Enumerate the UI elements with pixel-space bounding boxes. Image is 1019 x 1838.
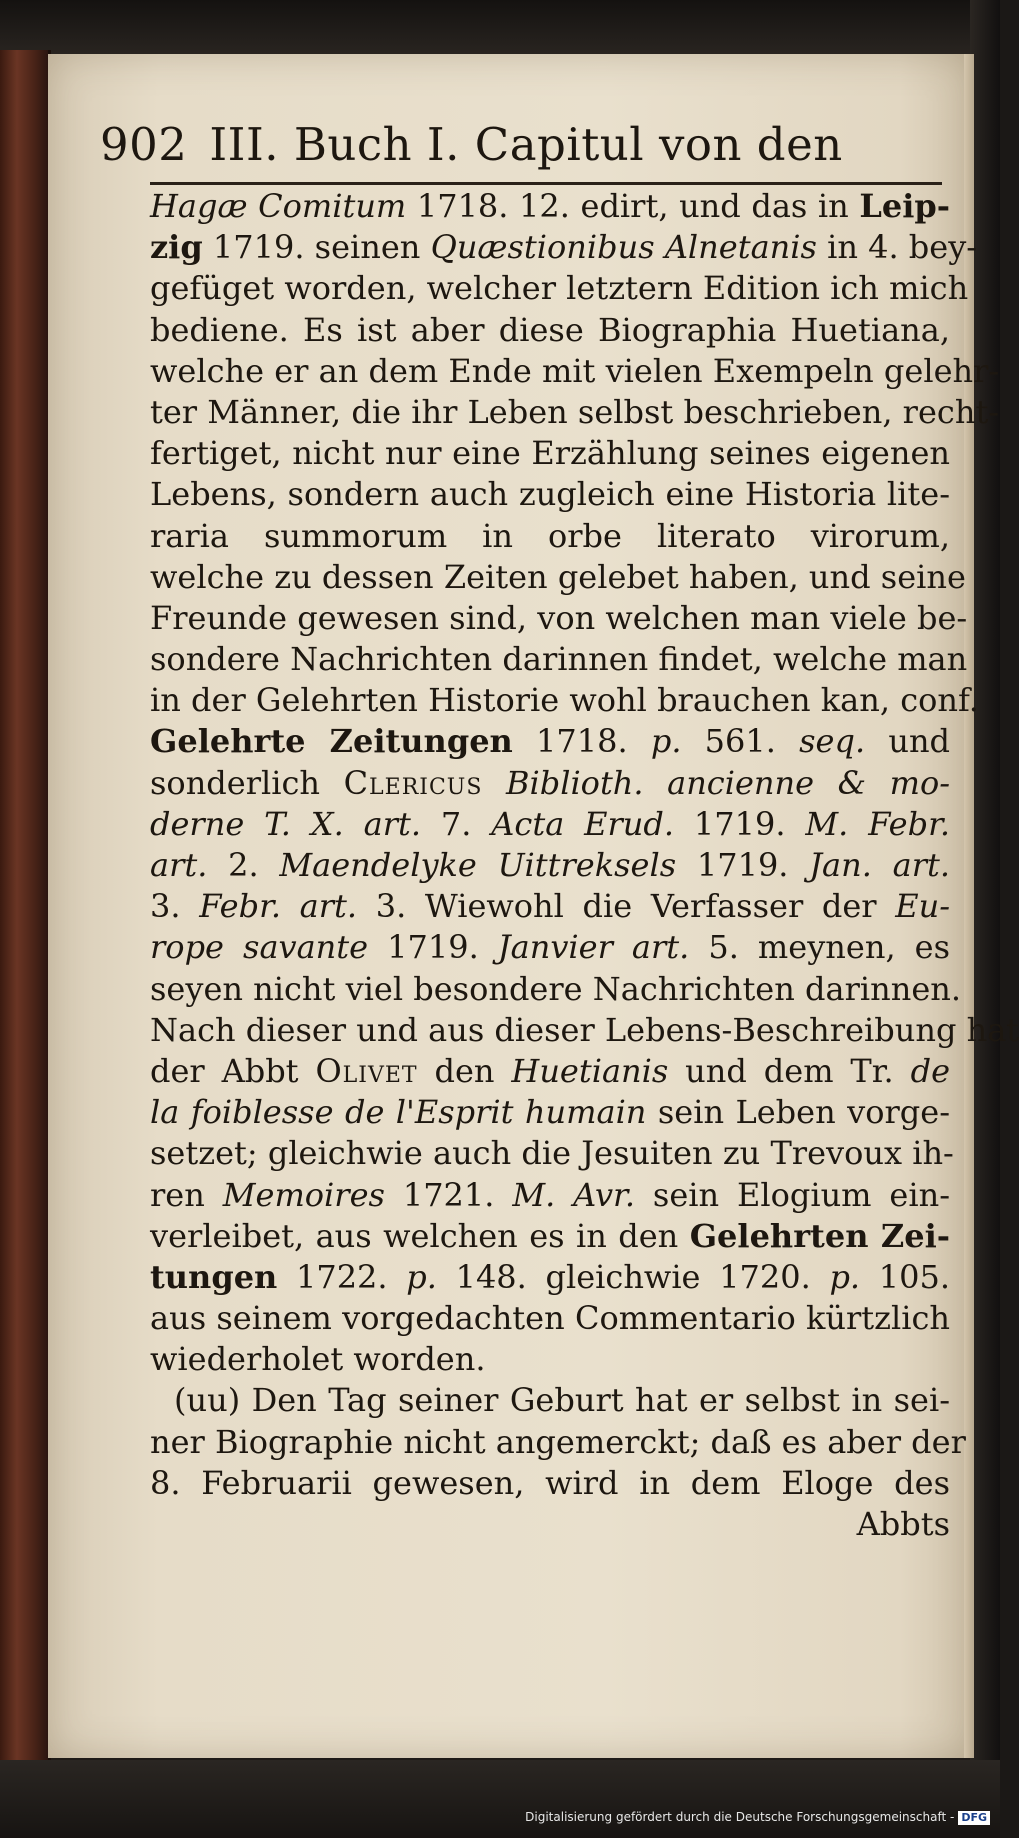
running-header <box>100 118 930 182</box>
text-span: seq. <box>799 722 866 761</box>
dfg-logo: DFG <box>958 1811 990 1825</box>
text-span: ter Männer, die ihr Leben selbst beschrieben, recht- <box>150 392 1000 431</box>
text-span: 1719. seinen <box>202 228 431 267</box>
text-span: Jan. art. <box>809 846 951 884</box>
text-line <box>150 1380 950 1421</box>
credit-text: Digitalisierung gefördert durch die Deutsche Forschungsgemeinschaft - <box>525 1810 955 1824</box>
text-line <box>150 557 966 598</box>
text-span: Acta Erud. <box>491 804 675 843</box>
text-line <box>150 598 968 639</box>
text-span: 1718. <box>512 722 651 761</box>
text-span: 5. meynen, es <box>689 928 951 967</box>
text-line <box>150 392 1000 433</box>
text-span: 1719. <box>674 804 806 843</box>
text-span: fertiget, nicht nur eine Erzählung seines eigenen <box>150 434 950 473</box>
text-span: und dem Tr. <box>668 1051 911 1090</box>
running-title: III. Buch I. Capitul von den <box>209 118 843 171</box>
text-span: 8. Februarii gewesen, wird in dem Eloge des <box>150 1463 950 1502</box>
text-span: 1719. <box>368 928 498 967</box>
scan-border-top <box>0 0 1000 58</box>
text-span: Lebens, sondern auch zugleich eine Historia lite- <box>150 475 950 514</box>
text-span: tungen <box>150 1257 278 1296</box>
text-line <box>150 433 950 474</box>
text-span: welche er an dem Ende mit vielen Exempeln gelehr- <box>150 351 1000 390</box>
text-span: 148. gleichwie 1720. <box>436 1257 830 1296</box>
text-span: Janvier art. <box>497 928 690 967</box>
text-span: Abbts <box>856 1505 950 1543</box>
catchword <box>150 1504 950 1545</box>
text-span: Freunde gewesen sind, von welchen man viele be- <box>150 598 968 637</box>
text-line <box>150 1257 950 1298</box>
text-span: 3. <box>150 887 200 926</box>
body-text <box>150 186 1019 1545</box>
text-line <box>150 351 1000 392</box>
text-span: M. Febr. <box>805 804 951 843</box>
text-line <box>150 680 979 721</box>
text-span: 1718. 12. edirt, und das in <box>406 187 860 225</box>
text-span: Maendelyke Uittreksels <box>279 846 677 884</box>
text-span: ner Biographie nicht angemerckt; daß es aber der <box>150 1422 966 1461</box>
text-span: Olivet <box>315 1051 418 1090</box>
text-span: sein Leben vorge- <box>646 1093 951 1132</box>
text-span: rope savante <box>150 928 369 967</box>
page-number: 902 <box>100 118 188 171</box>
text-span: ren <box>150 1175 223 1214</box>
text-span: Gelehrte Zeitungen <box>150 722 513 761</box>
scan-border-right <box>970 0 1000 1838</box>
text-line <box>150 1010 1019 1051</box>
text-span: den <box>417 1051 512 1090</box>
text-span: Hagæ Comitum <box>150 187 407 225</box>
text-span: Huetianis <box>511 1051 669 1090</box>
text-span: setzet; gleichwie auch die Jesuiten zu Trevoux ih- <box>150 1134 954 1173</box>
text-line <box>150 1298 950 1339</box>
text-span: p. <box>829 1257 861 1296</box>
text-line <box>150 1051 950 1092</box>
text-span: Biblioth. ancienne & mo- <box>505 763 951 802</box>
text-line <box>150 927 950 968</box>
text-span: gefüget worden, welcher letztern Edition ich mich <box>150 269 969 308</box>
text-span: und <box>865 722 951 761</box>
text-span: art. <box>150 846 208 884</box>
text-line <box>150 1133 954 1174</box>
text-span: verleibet, aus welchen es in den <box>150 1216 690 1255</box>
text-line <box>150 886 950 927</box>
text-span: p. <box>406 1257 437 1296</box>
header-rule <box>150 182 942 185</box>
text-line <box>150 1175 950 1216</box>
text-span: zig <box>150 228 203 267</box>
text-span: sein Elogium ein- <box>635 1175 950 1214</box>
text-span: 2. <box>207 846 280 884</box>
text-span <box>482 764 506 802</box>
text-span: sonderlich <box>150 763 344 802</box>
text-span: 3. Wiewohl die Verfasser der <box>357 887 896 926</box>
text-span: p. <box>650 722 682 761</box>
text-span: de <box>910 1051 951 1090</box>
text-span: 1722. <box>277 1257 407 1296</box>
text-span: seyen nicht viel besondere Nachrichten darinnen. <box>150 969 962 1008</box>
page-edge <box>964 54 974 1758</box>
text-line <box>150 227 978 268</box>
digitization-credit <box>525 1810 990 1825</box>
text-span: sondere Nachrichten darinnen findet, welche man <box>150 640 968 679</box>
text-span: 561. <box>681 722 800 761</box>
text-span: Leip- <box>859 187 950 225</box>
text-line <box>150 186 950 227</box>
text-line <box>150 474 950 515</box>
book-cover-edge <box>0 50 51 1762</box>
text-span: 105. <box>860 1257 951 1296</box>
text-line <box>150 1092 950 1133</box>
text-span: M. Avr. <box>512 1175 635 1214</box>
text-span: Quæstionibus Alnetanis <box>430 228 817 267</box>
text-span: Febr. art. <box>199 887 358 926</box>
text-line <box>150 516 950 557</box>
text-span: wiederholet worden. <box>150 1340 486 1379</box>
text-span: raria summorum in orbe literato virorum, <box>150 516 950 555</box>
text-line <box>150 1422 966 1463</box>
text-line <box>150 804 950 845</box>
text-span: in der Gelehrten Historie wohl brauchen kan, conf. <box>150 681 979 720</box>
text-span: Gelehrten Zei- <box>689 1216 951 1255</box>
text-span: bediene. Es ist aber diese Biographia Huetiana, <box>150 310 950 349</box>
text-span: Eu- <box>895 887 951 926</box>
text-span: in 4. bey- <box>816 228 978 267</box>
text-line <box>150 763 950 804</box>
text-span: welche zu dessen Zeiten gelebet haben, und seine <box>150 557 966 596</box>
text-line <box>150 1216 950 1257</box>
text-line <box>150 1339 950 1380</box>
text-line <box>150 721 950 762</box>
text-span: 1719. <box>676 846 810 884</box>
text-span: Memoires <box>222 1175 385 1214</box>
text-line <box>150 969 962 1010</box>
text-span: 1721. <box>384 1175 513 1214</box>
text-line <box>150 1463 950 1504</box>
text-span: Clericus <box>343 763 483 802</box>
scan-border-bottom <box>0 1760 1000 1838</box>
text-line <box>150 845 950 886</box>
text-span: (uu) Den Tag seiner Geburt hat er selbst in sei- <box>174 1381 950 1420</box>
text-span: la foiblesse de l'Esprit humain <box>150 1093 647 1132</box>
text-span: der Abbt <box>150 1051 316 1090</box>
text-line <box>150 639 968 680</box>
text-span: Nach dieser und aus dieser Lebens-Beschreibung hat <box>150 1010 1019 1049</box>
text-span: derne T. X. art. <box>150 804 422 843</box>
text-line <box>150 268 969 309</box>
text-line <box>150 310 950 351</box>
text-span: 7. <box>421 804 492 843</box>
text-span: aus seinem vorgedachten Commentario kürtzlich <box>150 1299 950 1338</box>
